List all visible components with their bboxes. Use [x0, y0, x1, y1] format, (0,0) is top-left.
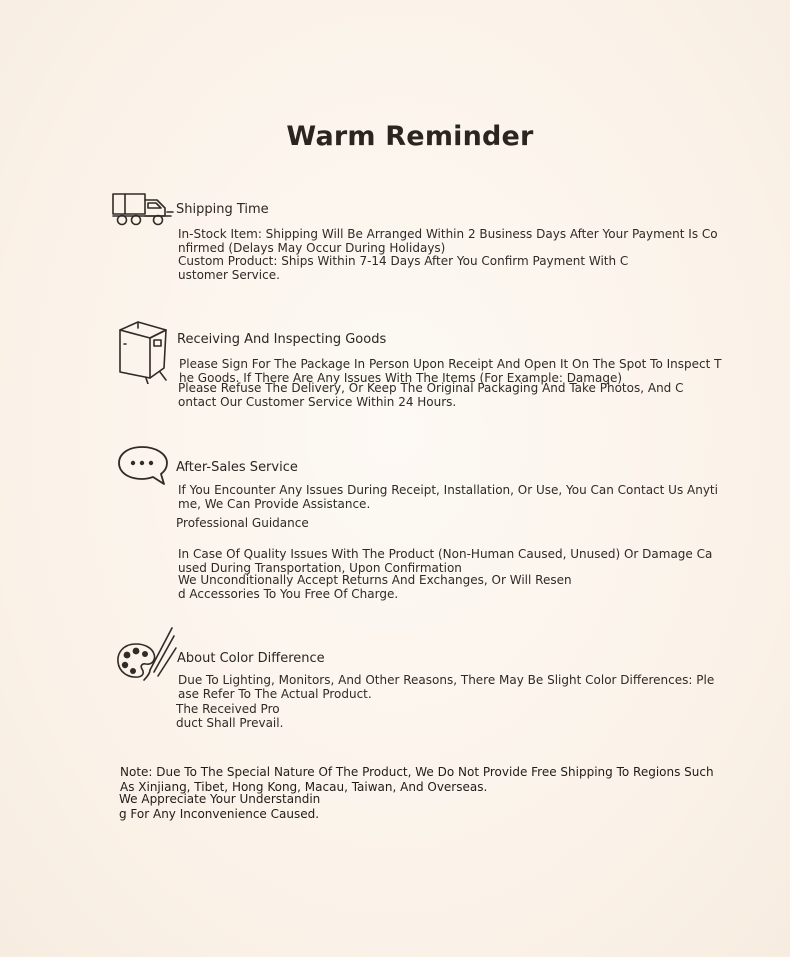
- after-sales-quality-text: In Case Of Quality Issues With The Product (Non-Human Caused, Unused) Or Damage Ca used During Transportation, Upon Confirmation: [178, 547, 713, 575]
- receiving-goods-heading: Receiving And Inspecting Goods: [177, 332, 387, 347]
- color-difference-heading: About Color Difference: [177, 651, 325, 666]
- chat-bubble-icon: [116, 444, 172, 488]
- receiving-refuse-text: Please Refuse The Delivery, Or Keep The Original Packaging And Take Photos, And C ontact Our Customer Service Within 24 Hours.: [178, 381, 684, 409]
- page-title: Warm Reminder: [286, 121, 534, 152]
- color-difference-prevail-text: The Received Pro duct Shall Prevail.: [176, 702, 284, 730]
- shipping-in-stock-text: In-Stock Item: Shipping Will Be Arranged Within 2 Business Days After Your Payment Is Co nfirmed (Delays May Occur During Holidays): [178, 227, 718, 255]
- after-sales-returns-text: We Unconditionally Accept Returns And Exchanges, Or Will Resen d Accessories To You Free Of Charge.: [178, 573, 572, 601]
- color-difference-reason-text: Due To Lighting, Monitors, And Other Reasons, There May Be Slight Color Differences: Ple ase Refer To The Actual Product.: [178, 673, 715, 701]
- receiving-sign-text: Please Sign For The Package In Person Upon Receipt And Open It On The Spot To Inspect T he Goods. If There Are Any Issues With The Items (For Example: Damage): [179, 357, 722, 385]
- shipping-time-heading: Shipping Time: [176, 202, 269, 217]
- after-sales-guidance-text: Professional Guidance: [176, 516, 309, 530]
- understanding-note-text: We Appreciate Your Understandin g For Any Inconvenience Caused.: [119, 792, 321, 821]
- truck-icon: [111, 190, 175, 228]
- after-sales-contact-text: If You Encounter Any Issues During Receipt, Installation, Or Use, You Can Contact Us Anyti me, We Can Provide Assistance.: [178, 483, 718, 511]
- shipping-note-text: Note: Due To The Special Nature Of The Product, We Do Not Provide Free Shipping To Regions Such As Xinjiang, Tibet, Hong Kong, Macau, Taiwan, And Overseas.: [120, 765, 714, 794]
- paint-palette-icon: [114, 622, 178, 686]
- shipping-custom-text: Custom Product: Ships Within 7-14 Days After You Confirm Payment With C ustomer Service.: [178, 254, 629, 282]
- package-box-icon: [116, 320, 174, 384]
- after-sales-heading: After-Sales Service: [176, 460, 298, 475]
